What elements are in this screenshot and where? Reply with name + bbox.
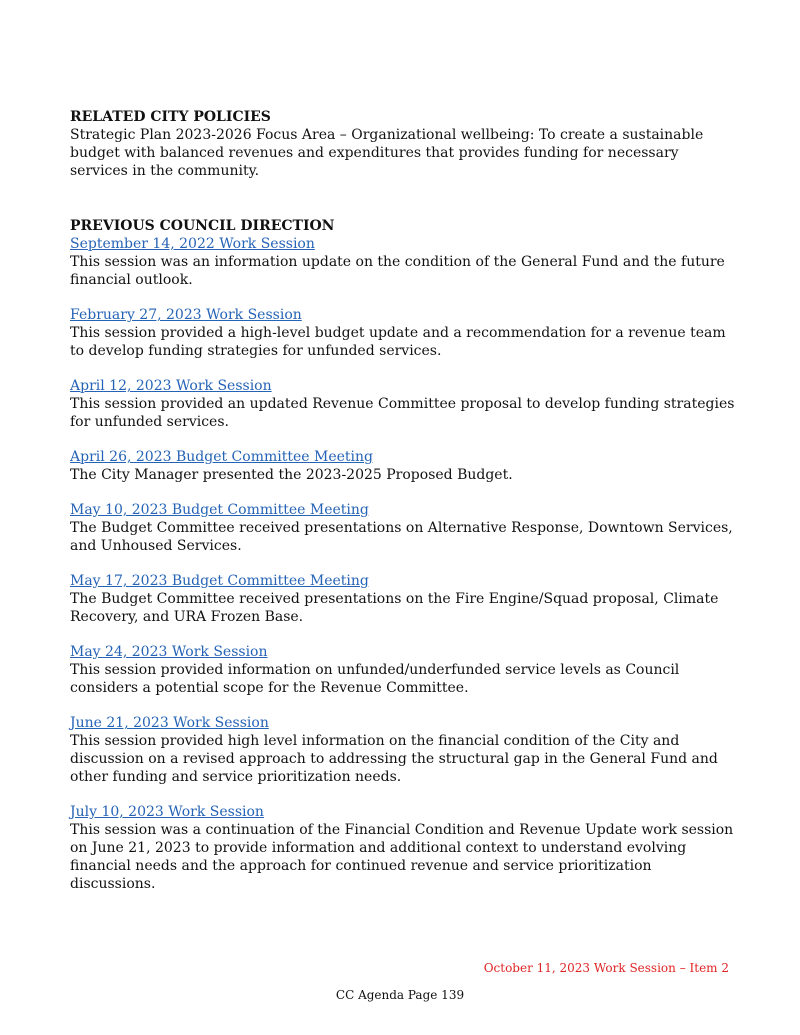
session-description: This session was an information update on the condition of the General Fund and the future financial outlook. [70, 254, 725, 288]
session-link[interactable]: May 24, 2023 Work Session [70, 644, 268, 660]
direction-entry [70, 643, 735, 697]
agenda-item-label: October 11, 2023 Work Session – Item 2 [483, 961, 729, 975]
session-link[interactable]: February 27, 2023 Work Session [70, 307, 302, 323]
session-link[interactable]: April 26, 2023 Budget Committee Meeting [70, 449, 373, 465]
session-description: This session provided information on unfunded/underfunded service levels as Council considers a potential scope for the Revenue Committee. [70, 662, 680, 696]
session-description: This session provided high level information on the financial condition of the City and discussion on a revised approach to addressing the structural gap in the General Fund and other funding and service prioritization needs. [70, 733, 718, 785]
direction-entry [70, 803, 735, 893]
session-description: The Budget Committee received presentations on Alternative Response, Downtown Services, and Unhoused Services. [70, 520, 733, 554]
session-link[interactable]: July 10, 2023 Work Session [70, 804, 264, 820]
page-number-label: CC Agenda Page 139 [335, 988, 465, 1002]
session-link[interactable]: September 14, 2022 Work Session [70, 236, 315, 252]
direction-entry [70, 501, 735, 555]
session-description: The Budget Committee received presentations on the Fire Engine/Squad proposal, Climate Recovery, and URA Frozen Base. [70, 591, 719, 625]
session-description: This session provided a high-level budget update and a recommendation for a revenue team to develop funding strategies for unfunded services. [70, 325, 726, 359]
previous-direction-heading: PREVIOUS COUNCIL DIRECTION [70, 218, 335, 234]
direction-entry [70, 714, 735, 786]
related-policies-text: Strategic Plan 2023-2026 Focus Area – Organizational wellbeing: To create a sustainable budget with balanced revenues and expenditures that provides funding for necessary services in the community. [70, 127, 704, 179]
session-link[interactable]: June 21, 2023 Work Session [70, 715, 269, 731]
direction-entry [70, 572, 735, 626]
previous-direction-section [70, 217, 735, 893]
session-description: The City Manager presented the 2023-2025 Proposed Budget. [70, 467, 513, 483]
session-description: This session was a continuation of the Financial Condition and Revenue Update work session on June 21, 2023 to provide information and additional context to understand evolving financial needs and the approach for continued revenue and service prioritization discussions. [70, 822, 734, 892]
session-link[interactable]: May 17, 2023 Budget Committee Meeting [70, 573, 369, 589]
direction-entry [70, 377, 735, 431]
document-page [70, 108, 735, 910]
session-description: This session provided an updated Revenue Committee proposal to develop funding strategies for unfunded services. [70, 396, 735, 430]
direction-entry [70, 306, 735, 360]
related-policies-heading: RELATED CITY POLICIES [70, 109, 271, 125]
related-policies-section [70, 108, 735, 180]
direction-entry [70, 448, 735, 484]
session-link[interactable]: May 10, 2023 Budget Committee Meeting [70, 502, 369, 518]
direction-entry [70, 235, 735, 289]
session-link[interactable]: April 12, 2023 Work Session [70, 378, 272, 394]
